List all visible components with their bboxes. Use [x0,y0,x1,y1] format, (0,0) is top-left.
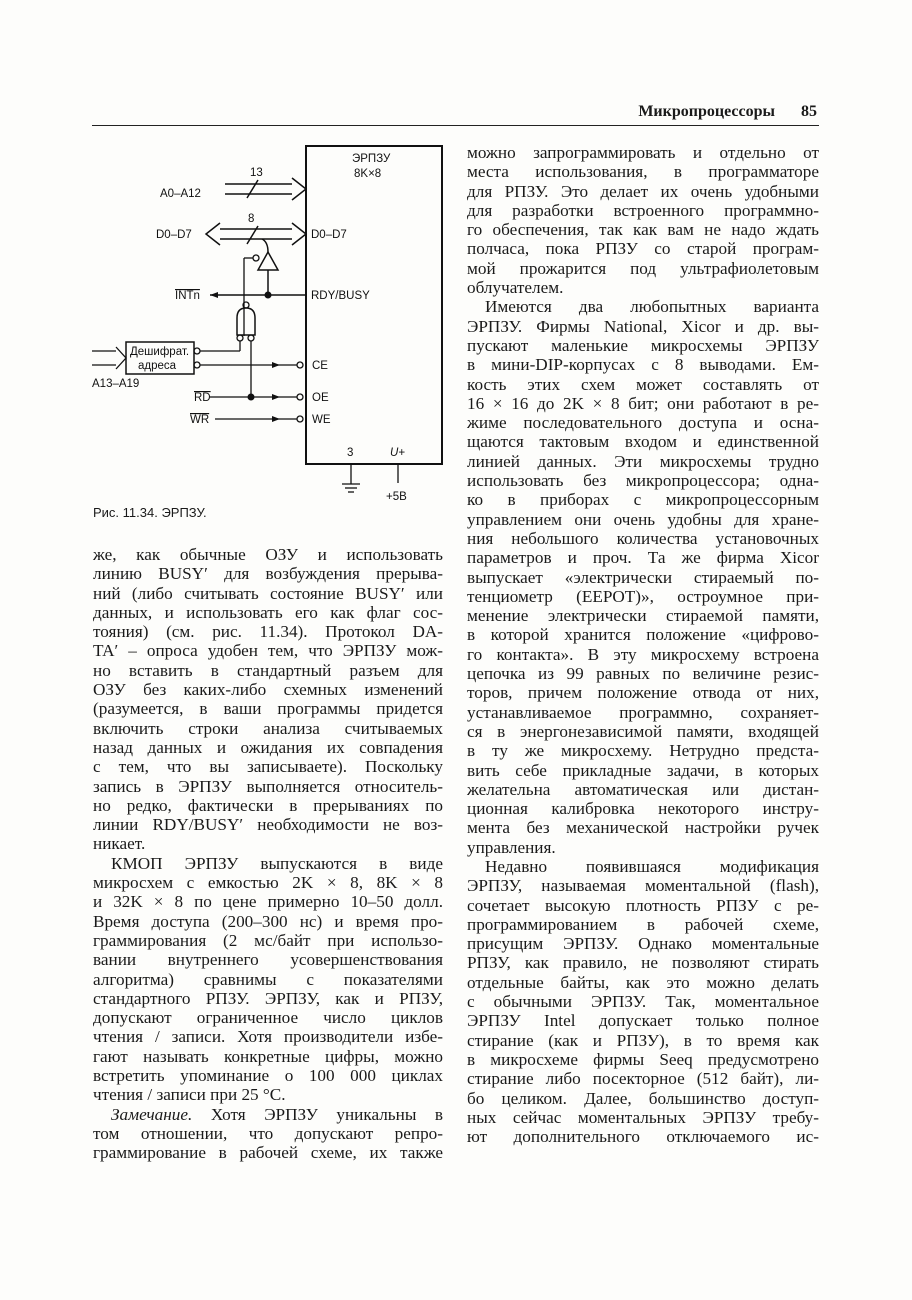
address-bus-label: A0–A12 [160,188,201,200]
text-line: ко в приборах с микропроцессорным [467,490,819,510]
page-number: 85 [801,103,817,120]
decoder-input-label: A13–A19 [92,378,140,390]
text-line: же, как обычные ОЗУ и использовать [93,545,443,564]
text-line: тенциометр (EEPOT)», остроумное при- [467,586,819,606]
text-line: линию BUSY′ для возбуждения прерыва- [93,564,443,584]
text-line: ционная калибровка некоторого инстру- [467,799,819,819]
text-line: в микросхеме фирмы Seeq предусмотрено [467,1049,819,1069]
text-line: места использования, в программаторе [467,162,819,182]
text-line: (разумеется, в ваши программы придется [93,699,443,719]
text-line: стандартного РПЗУ. ЭРПЗУ, как и РПЗУ, [93,988,443,1008]
text-line: ных сейчас моментальных ЭРПЗУ требу- [467,1107,819,1127]
text-line: данных, и использовать его как флаг сос- [93,602,443,622]
buffer-gate [258,252,278,270]
int-label: INTn [175,290,200,302]
text-line: с тем, что вы записываете). Поскольку [93,757,443,777]
chip-title: ЭРПЗУ [352,153,391,165]
text-line: ний (либо считывать состояние BUSY′ или [93,583,443,603]
circuit-diagram [90,140,460,500]
text-line: линией данных. Эти микросхемы трудно [467,451,819,471]
text-line: для РПЗУ. Это делает их очень удобными [467,181,819,201]
text-line: граммирование в рабочей схеме, их также [93,1143,443,1163]
address-bus-width: 13 [250,167,263,179]
text-line: го контакта». В эту микросхему встроена [467,644,819,664]
figure-caption: Рис. 11.34. ЭРПЗУ. [93,505,207,520]
text-line: жиме последовательного доступа и осна- [467,413,819,433]
text-line [93,1105,443,1124]
text-line: мента без механической настройки ручек [467,818,819,838]
text-line: и 32K × 8 по цене примерно 10–50 долл. [93,892,443,912]
text-line: но вставить в стандартный разъем для [93,660,443,680]
text-line: но редко, фактически в прерываниях по [93,795,443,815]
text-line: 16 × 16 до 2K × 8 бит; они работают в ре- [467,393,819,413]
text-line: пускают маленькие микросхемы ЭРПЗУ [467,335,819,355]
data-bus-label: D0–D7 [156,229,192,241]
text-line: стирание (как и РПЗУ), в то время как [467,1030,819,1050]
text-line: ЭРПЗУ Intel допускает только полное [467,1011,819,1031]
pin-data: D0–D7 [311,229,347,241]
right-column [467,143,819,1146]
text-line: TA′ – опроса удобен тем, что ЭРПЗУ мож- [93,641,443,661]
text-line: для разработки встроенного программно- [467,200,819,220]
text-line: в ту же микросхему. Нетрудно предста- [467,741,819,761]
text-line: ОЗУ без каких-либо схемных изменений [93,680,443,700]
pin-ground: 3 [347,447,354,459]
text-line: кость этих схем может составлять от [467,374,819,394]
pin-power: U+ [390,447,406,459]
text-line: Время доступа (200–300 нс) и время про- [93,911,443,931]
text-line: ся в энергонезависимой памяти, входящей [467,721,819,741]
text-line: граммирования (2 мс/байт при использо- [93,930,443,950]
header-title: Микропроцессоры [638,103,775,120]
text-line: управления. [467,837,556,857]
text-line: облучателем. [467,278,564,298]
text-line: ЭРПЗУ. Фирмы National, Xicor и др. вы- [467,316,819,336]
power-value: +5В [386,491,407,500]
text-line: никает. [93,834,146,854]
text-line: устанавливаемое программно, сохраняет- [467,702,819,722]
text-line: чтения / записи при 25 °C. [93,1085,286,1105]
pin-rdy-busy: RDY/BUSY [311,290,370,302]
data-bus-arrow-right [292,223,306,245]
text-line: назад данных и ожидания их совпадения [93,737,443,757]
decoder-line2: адреса [138,360,177,372]
text-line: Недавно появившаяся модификация [485,856,819,876]
text-line: встретить упоминание о 100 000 циклах [93,1066,443,1086]
running-header [92,103,819,126]
text-line: использовать без микропроцессора; одна- [467,471,819,491]
data-bus-width: 8 [248,213,255,225]
text-line: линии RDY/BUSY′ необходимости не воз- [93,815,443,835]
text-line: отдельные байты, как это можно делать [467,972,819,992]
text-line: тояния) (см. рис. 11.34). Протокол DA- [93,622,443,642]
text-line: включить строки анализа считываемых [93,718,443,738]
text-line: алгоритма) сравнимы с показателями [93,969,443,989]
text-line: параметров и проч. Та же фирма Xicor [467,548,819,568]
text-line: го обеспечения, так как вам не надо ждать [467,220,819,240]
text-line: в мини-DIP-корпусах с 8 выводами. Ем- [467,355,819,375]
pin-we: WE [312,414,331,426]
text-line: допускают ограниченное число циклов [93,1008,443,1028]
nand-gate [237,308,255,335]
text-line: запись в ЭРПЗУ выполняется относитель- [93,776,443,796]
note-label: Замечание. [111,1104,193,1124]
text-line: мой прожарится под ультрафиолетовым [467,258,819,278]
note-text: Хотя ЭРПЗУ уникальны в [192,1104,443,1124]
text-line: ния небольшого количества установочных [467,528,819,548]
text-line: микросхем с емкостью 2K × 8, 8K × 8 [93,873,443,893]
pin-oe: OE [312,392,329,404]
text-line: ют дополнительного отключаемого ис- [467,1127,819,1147]
text-line: желательна автоматическая или дистан- [467,779,819,799]
text-line: с обычными ЭРПЗУ. Так, моментальное [467,992,819,1012]
text-line: присущим ЭРПЗУ. Однако моментальные [467,934,819,954]
text-line: щаются тактовым входом и единственной [467,432,819,452]
text-line: стирание либо посекторное (512 байт), ли- [467,1069,819,1089]
text-line: сочетает высокую плотность РПЗУ с ре- [467,895,819,915]
text-line: торов, причем положение отвода от них, [467,683,819,703]
text-line: бо целиком. Далее, большинство доступ- [467,1088,819,1108]
chip-size: 8K×8 [354,168,382,180]
pin-ce: CE [312,360,328,372]
text-line: управлением они очень удобны для хране- [467,509,819,529]
data-bus-arrow-left [206,223,220,245]
text-line: можно запрограммировать и отдельно от [467,143,819,162]
decoder-line1: Дешифрат. [130,346,190,358]
text-line: КМОП ЭРПЗУ выпускаются в виде [111,853,443,873]
junction-dot [265,292,272,299]
text-line: менение электрически стираемой памяти, [467,606,819,626]
text-line: программированием в рабочей схеме, [467,914,819,934]
text-line: РПЗУ, как правило, не позволяют стирать [467,953,819,973]
text-line: гают называть конкретные цифры, можно [93,1046,443,1066]
text-line: выпускает «электрически стираемый по- [467,567,819,587]
rd-label: RD [194,392,211,404]
text-line: ЭРПЗУ, называемая моментальной (flash), [467,876,819,896]
text-line: том отношении, что допускают репро- [93,1123,443,1143]
left-column [93,545,443,1163]
text-line: цепочка из 99 равных по величине резис- [467,664,819,684]
address-bus-arrow [292,178,306,200]
text-line: Имеются два любопытных варианта [485,297,819,317]
text-line: вании внутреннего усовершенствования [93,950,443,970]
wr-label: WR [190,414,210,426]
text-line: полчаса, пока РПЗУ со старой програм- [467,239,819,259]
text-line: вить себе прикладные задачи, в которых [467,760,819,780]
text-line: чтения / записи. Хотя производители избе- [93,1027,443,1047]
text-line: в которой хранится положение «цифрово- [467,625,819,645]
